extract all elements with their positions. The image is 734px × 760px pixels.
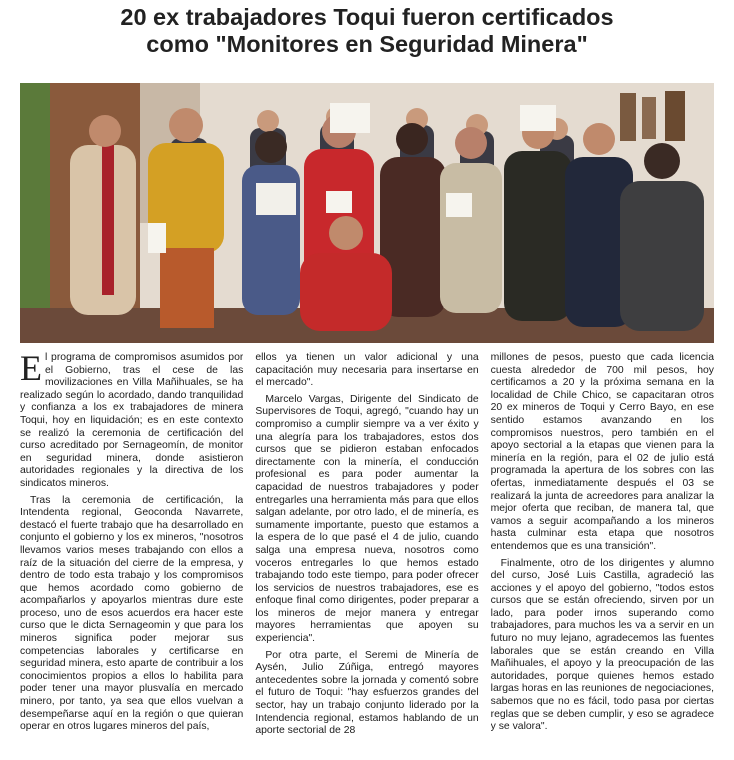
paragraph: Marcelo Vargas, Dirigente del Sindicato de Supervisores de Toqui, agregó, "cuando hay un compromiso a cumplir siempre va a ver éxito y una alegría para los trabajadores, estos dos cursos que se pidieron estaban enfocados directamente con la minería, el conducción profesional es para poder aumentar la capacidad de nuestros trabajadores y poder entregarles una herramienta más para que ellos salgan adelante, por otro lado, el de minería, es sumamente importante, puesto que estamos a la espera de lo que pasé el 4 de julio, cuando salga una empresa nueva, nosotros como voceros entregarles lo que hemos estado trabajando todo este tiempo, para poder ofrecer los servicios de nuestros trabajadores, ese es enfoque final como dirigentes, poder preparar a los mineros de mejor manera y entregar mayores herramientas que apoyen su experiencia". <box>255 393 479 645</box>
article-column-2 <box>255 352 478 752</box>
paragraph: ellos ya tienen un valor adicional y una capacitación muy necesaria para insertarse en el mercado". <box>255 352 479 389</box>
article-headline <box>0 4 734 58</box>
paragraph <box>20 352 243 491</box>
paragraph: Finalmente, otro de los dirigentes y alumno del curso, José Luis Castilla, agradeció las acciones y el apoyo del gobierno, "todos estos cursos que se están ofreciendo, sirven por un lado, para poder irnos superando como trabajadores, para muchos les va a servir en un futuro no muy lejano, agradecemos las fuentes laborales que se están creando en Villa Mañihuales, el apoyo y la preocupación de las autoridades, porque quienes hemos estado largas horas en las reuniones de negociaciones, sabemos que no es fácil, todo pasa por ciertas reglas que se deben cumplir, y eso se agradece y se valora". <box>490 557 714 733</box>
article-column-3 <box>491 352 714 752</box>
article-body <box>20 352 714 752</box>
paragraph-text: l programa de compromisos asumidos por el Gobierno, tras el cese de las movilizaciones en Villa Mañihuales, se ha realizado según lo acordado, dando tranquilidad y confianza a los ex trabajadores de minera Toqui, hoy en liquidación; es en este contexto se realizó la ceremonia de certificación del curso acreditado por Sernageomín, de monitor en seguridad minera, donde asistieron autoridades regionales y la directiva de los sindicatos mineros. <box>20 352 244 489</box>
group-photo-illustration <box>20 83 714 343</box>
headline-line-2: como "Monitores en Seguridad Minera" <box>146 31 588 57</box>
article-column-1 <box>20 352 243 752</box>
paragraph: Por otra parte, el Seremi de Minería de Aysén, Julio Zúñiga, entregó mayores antecedentes sobre la jornada y comentó sobre el futuro de Toqui: "hay esfuerzos grandes del sector, hay un trabajo conjunto liderado por la Intendencia regional, estamos hablando de un aporte sectorial de 28 <box>255 649 479 737</box>
paragraph: Tras la ceremonia de certificación, la Intendenta regional, Geoconda Navarrete, destacó el fuerte trabajo que ha desarrollado en conjunto el gobierno y los ex mineros, "nosotros llevamos varios meses trabajando con ellos a raíz de la situación del cierre de la empresa, y dentro de todo esta trabajo y los compromisos que hemos acordado como gobierno de acompañarlos y apoyarlos mientras dure este proceso, uno de esos acuerdos era hacer este curso que le dicta Sernageomin y que para los mineros significa poder mejorar sus competencias laborales y certificarse en seguridad minera, esto aparte de contribuir a los conocimientos propios a ellos lo habilita para poder tener una mayor plusvalía en mercado minero, por tanto, ya sea que ellos vuelvan a desempeñarse aquí en la región o que quieran operar en otros lugares mineros del país, <box>20 494 244 733</box>
drop-cap: E <box>20 352 42 388</box>
headline-line-1: 20 ex trabajadores Toqui fueron certificados <box>120 4 614 30</box>
group-photo <box>20 83 714 343</box>
paragraph: millones de pesos, puesto que cada licencia cuesta alrededor de 700 mil pesos, hoy certificamos a 20 y la próxima semana en la localidad de Chile Chico, se capacitaran otros 20 ex mineros de Toqui y Cerro Bayo, en ese sentido estamos avanzando en los compromisos nuestros, pero también en el apoyo sectorial a la etapas que vienen para la minería en la región, para el 02 de julio está programada la apertura de los sobres con las ofertas, inmediatamente después el 03 se realizará la junta de acreedores para analizar la mejor oferta que reciban, de manera tal, que vamos a seguir acompañando a los mineros hasta culminar esta etapa que nosotros entendemos que es una transición". <box>490 352 714 552</box>
